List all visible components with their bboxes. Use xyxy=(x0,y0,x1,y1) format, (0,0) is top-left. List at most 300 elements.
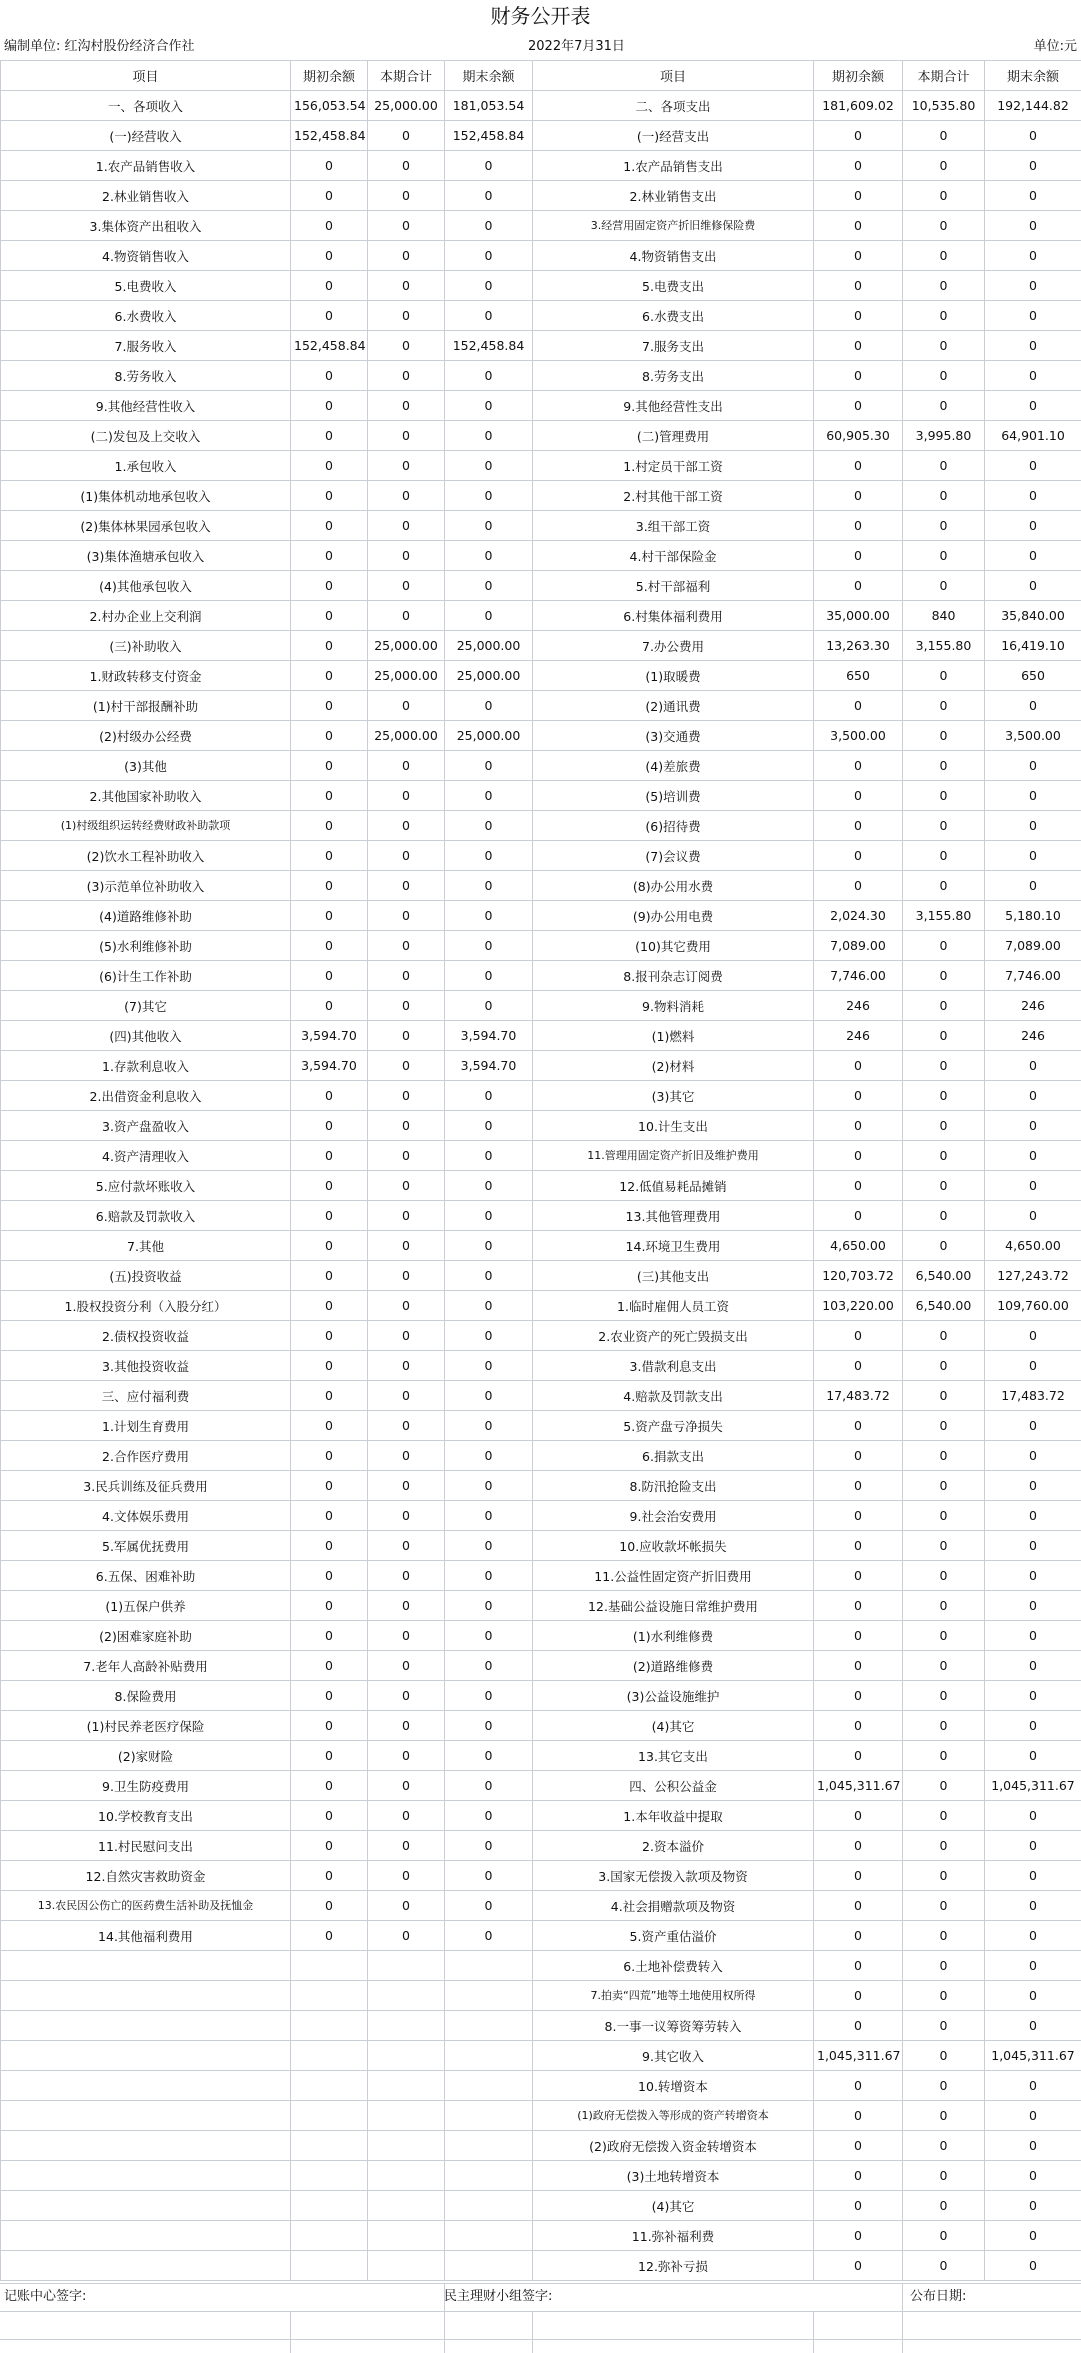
income-closing-balance: 0 xyxy=(445,241,533,271)
income-item: (一)经营收入 xyxy=(1,121,291,151)
income-item xyxy=(1,1981,291,2011)
expense-closing-balance: 0 xyxy=(985,1051,1081,1081)
expense-period-total: 0 xyxy=(903,991,985,1021)
expense-opening-balance: 0 xyxy=(814,151,903,181)
compiling-unit: 编制单位: 红沟村股份经济合作社 xyxy=(4,39,195,54)
income-period-total: 0 xyxy=(368,1801,445,1831)
table-row xyxy=(1,1291,1081,1321)
income-opening-balance: 0 xyxy=(291,511,368,541)
expense-item: 8.报刊杂志订阅费 xyxy=(533,961,814,991)
income-period-total: 0 xyxy=(368,1081,445,1111)
income-opening-balance: 0 xyxy=(291,1261,368,1291)
income-opening-balance: 0 xyxy=(291,1381,368,1411)
expense-opening-balance: 0 xyxy=(814,361,903,391)
income-period-total: 0 xyxy=(368,301,445,331)
income-period-total: 0 xyxy=(368,481,445,511)
income-opening-balance xyxy=(291,2011,368,2041)
table-row xyxy=(1,2131,1081,2161)
expense-closing-balance: 0 xyxy=(985,571,1081,601)
income-item: (1)集体机动地承包收入 xyxy=(1,481,291,511)
expense-item: 5.电费支出 xyxy=(533,271,814,301)
expense-item: (2)材料 xyxy=(533,1051,814,1081)
income-period-total xyxy=(368,2191,445,2221)
expense-period-total: 0 xyxy=(903,1201,985,1231)
income-opening-balance: 0 xyxy=(291,721,368,751)
expense-closing-balance: 0 xyxy=(985,1861,1081,1891)
income-period-total: 0 xyxy=(368,1861,445,1891)
income-closing-balance: 181,053.54 xyxy=(445,91,533,121)
income-period-total: 0 xyxy=(368,841,445,871)
expense-opening-balance: 0 xyxy=(814,2251,903,2281)
expense-closing-balance: 0 xyxy=(985,1711,1081,1741)
expense-closing-balance: 1,045,311.67 xyxy=(985,1771,1081,1801)
expense-closing-balance: 0 xyxy=(985,1831,1081,1861)
table-row xyxy=(1,2041,1081,2071)
currency-unit: 单位:元 xyxy=(1033,39,1077,54)
income-opening-balance: 0 xyxy=(291,241,368,271)
table-row xyxy=(1,1261,1081,1291)
income-item: (二)发包及上交收入 xyxy=(1,421,291,451)
income-opening-balance: 0 xyxy=(291,541,368,571)
income-closing-balance: 152,458.84 xyxy=(445,331,533,361)
table-row xyxy=(1,331,1081,361)
income-opening-balance xyxy=(291,2161,368,2191)
table-row xyxy=(1,301,1081,331)
income-item: 6.水费收入 xyxy=(1,301,291,331)
income-period-total: 0 xyxy=(368,1681,445,1711)
income-period-total: 0 xyxy=(368,511,445,541)
expense-item: 二、各项支出 xyxy=(533,91,814,121)
income-opening-balance: 0 xyxy=(291,1801,368,1831)
expense-item: 12.弥补亏损 xyxy=(533,2251,814,2281)
expense-period-total: 0 xyxy=(903,151,985,181)
expense-item: (1)水利维修费 xyxy=(533,1621,814,1651)
table-row xyxy=(1,1831,1081,1861)
expense-closing-balance: 650 xyxy=(985,661,1081,691)
income-period-total: 0 xyxy=(368,1231,445,1261)
income-period-total xyxy=(368,2101,445,2131)
income-closing-balance: 0 xyxy=(445,1261,533,1291)
expense-closing-balance: 0 xyxy=(985,1471,1081,1501)
expense-item: 1.本年收益中提取 xyxy=(533,1801,814,1831)
expense-closing-balance: 0 xyxy=(985,1741,1081,1771)
expense-closing-balance: 0 xyxy=(985,1351,1081,1381)
income-item: 2.债权投资收益 xyxy=(1,1321,291,1351)
income-closing-balance: 0 xyxy=(445,481,533,511)
income-period-total xyxy=(368,2071,445,2101)
income-item: (1)村民养老医疗保险 xyxy=(1,1711,291,1741)
income-period-total: 0 xyxy=(368,1831,445,1861)
income-period-total: 0 xyxy=(368,1141,445,1171)
income-item xyxy=(1,2251,291,2281)
expense-closing-balance: 0 xyxy=(985,811,1081,841)
income-item: 5.电费收入 xyxy=(1,271,291,301)
income-closing-balance: 152,458.84 xyxy=(445,121,533,151)
expense-item: (1)取暖费 xyxy=(533,661,814,691)
income-period-total: 0 xyxy=(368,391,445,421)
expense-item: (3)公益设施维护 xyxy=(533,1681,814,1711)
expense-period-total: 0 xyxy=(903,331,985,361)
table-row xyxy=(1,1651,1081,1681)
column-header: 项目 xyxy=(1,61,291,91)
income-item: 14.其他福利费用 xyxy=(1,1921,291,1951)
income-item: (4)道路维修补助 xyxy=(1,901,291,931)
income-item: 1.财政转移支付资金 xyxy=(1,661,291,691)
expense-opening-balance: 103,220.00 xyxy=(814,1291,903,1321)
income-closing-balance: 0 xyxy=(445,751,533,781)
expense-closing-balance: 0 xyxy=(985,2101,1081,2131)
expense-period-total: 0 xyxy=(903,451,985,481)
income-period-total: 0 xyxy=(368,1171,445,1201)
expense-opening-balance: 0 xyxy=(814,2011,903,2041)
expense-opening-balance: 7,089.00 xyxy=(814,931,903,961)
expense-item: 12.基础公益设施日常维护费用 xyxy=(533,1591,814,1621)
expense-period-total: 0 xyxy=(903,1141,985,1171)
income-opening-balance: 0 xyxy=(291,1711,368,1741)
expense-opening-balance: 0 xyxy=(814,781,903,811)
income-period-total: 0 xyxy=(368,601,445,631)
expense-item: 11.弥补福利费 xyxy=(533,2221,814,2251)
income-period-total: 0 xyxy=(368,1021,445,1051)
income-opening-balance: 0 xyxy=(291,1861,368,1891)
expense-opening-balance: 181,609.02 xyxy=(814,91,903,121)
table-row xyxy=(1,811,1081,841)
table-row xyxy=(1,181,1081,211)
table-row xyxy=(1,1351,1081,1381)
income-opening-balance: 0 xyxy=(291,991,368,1021)
income-opening-balance: 0 xyxy=(291,1741,368,1771)
income-item: 6.赔款及罚款收入 xyxy=(1,1201,291,1231)
income-item: 4.物资销售收入 xyxy=(1,241,291,271)
report-title: 财务公开表 xyxy=(490,4,591,28)
income-item: 3.民兵训练及征兵费用 xyxy=(1,1471,291,1501)
expense-item: (4)差旅费 xyxy=(533,751,814,781)
expense-closing-balance: 0 xyxy=(985,871,1081,901)
expense-item: (4)其它 xyxy=(533,2191,814,2221)
income-item: 2.村办企业上交利润 xyxy=(1,601,291,631)
expense-period-total: 0 xyxy=(903,691,985,721)
expense-opening-balance: 0 xyxy=(814,1531,903,1561)
income-item: (3)集体渔塘承包收入 xyxy=(1,541,291,571)
expense-opening-balance: 0 xyxy=(814,511,903,541)
expense-period-total: 0 xyxy=(903,1351,985,1381)
income-closing-balance: 0 xyxy=(445,1861,533,1891)
expense-opening-balance: 0 xyxy=(814,751,903,781)
income-item: 5.应付款坏账收入 xyxy=(1,1171,291,1201)
expense-opening-balance: 13,263.30 xyxy=(814,631,903,661)
expense-opening-balance: 246 xyxy=(814,991,903,1021)
income-period-total: 0 xyxy=(368,181,445,211)
expense-opening-balance: 0 xyxy=(814,331,903,361)
expense-period-total: 0 xyxy=(903,931,985,961)
income-closing-balance: 0 xyxy=(445,1231,533,1261)
expense-opening-balance: 0 xyxy=(814,1651,903,1681)
expense-period-total: 0 xyxy=(903,241,985,271)
expense-period-total: 0 xyxy=(903,1381,985,1411)
income-item: 11.村民慰问支出 xyxy=(1,1831,291,1861)
expense-item: 7.拍卖“四荒”地等土地使用权所得 xyxy=(533,1981,814,2011)
expense-opening-balance: 0 xyxy=(814,571,903,601)
income-period-total: 0 xyxy=(368,781,445,811)
income-opening-balance: 3,594.70 xyxy=(291,1051,368,1081)
expense-item: (1)燃料 xyxy=(533,1021,814,1051)
expense-closing-balance: 0 xyxy=(985,271,1081,301)
income-opening-balance: 0 xyxy=(291,961,368,991)
income-opening-balance: 152,458.84 xyxy=(291,331,368,361)
income-opening-balance: 0 xyxy=(291,391,368,421)
expense-period-total: 0 xyxy=(903,301,985,331)
income-closing-balance: 0 xyxy=(445,1831,533,1861)
income-closing-balance: 0 xyxy=(445,511,533,541)
table-row xyxy=(1,2191,1081,2221)
expense-closing-balance: 0 xyxy=(985,481,1081,511)
income-period-total xyxy=(368,1951,445,1981)
expense-item: 9.其他经营性支出 xyxy=(533,391,814,421)
income-opening-balance: 0 xyxy=(291,421,368,451)
income-period-total: 0 xyxy=(368,811,445,841)
expense-item: 9.社会治安费用 xyxy=(533,1501,814,1531)
table-row xyxy=(1,481,1081,511)
income-item xyxy=(1,2221,291,2251)
expense-period-total: 0 xyxy=(903,1231,985,1261)
expense-item: 3.经营用固定资产折旧维修保险费 xyxy=(533,211,814,241)
income-item: 7.其他 xyxy=(1,1231,291,1261)
expense-opening-balance: 0 xyxy=(814,1051,903,1081)
income-opening-balance: 0 xyxy=(291,151,368,181)
expense-opening-balance: 0 xyxy=(814,1201,903,1231)
income-opening-balance: 0 xyxy=(291,481,368,511)
expense-closing-balance: 0 xyxy=(985,2131,1081,2161)
expense-opening-balance: 0 xyxy=(814,1471,903,1501)
expense-item: 4.物资销售支出 xyxy=(533,241,814,271)
income-item: (2)村级办公经费 xyxy=(1,721,291,751)
expense-opening-balance: 0 xyxy=(814,1621,903,1651)
expense-item: 3.国家无偿拨入款项及物资 xyxy=(533,1861,814,1891)
expense-period-total: 0 xyxy=(903,1081,985,1111)
income-period-total: 0 xyxy=(368,1201,445,1231)
accounting-center-signature: 记账中心签字: xyxy=(4,2289,87,2304)
table-row xyxy=(1,991,1081,1021)
income-period-total: 0 xyxy=(368,1621,445,1651)
expense-item: 4.赔款及罚款支出 xyxy=(533,1381,814,1411)
expense-opening-balance: 0 xyxy=(814,211,903,241)
expense-period-total: 0 xyxy=(903,2041,985,2071)
income-period-total: 0 xyxy=(368,571,445,601)
expense-closing-balance: 0 xyxy=(985,1411,1081,1441)
income-opening-balance: 0 xyxy=(291,271,368,301)
expense-opening-balance: 0 xyxy=(814,1351,903,1381)
expense-closing-balance: 0 xyxy=(985,1201,1081,1231)
expense-period-total: 0 xyxy=(903,1921,985,1951)
income-item: 5.军属优抚费用 xyxy=(1,1531,291,1561)
expense-period-total: 0 xyxy=(903,1621,985,1651)
income-period-total: 0 xyxy=(368,1291,445,1321)
expense-period-total: 0 xyxy=(903,781,985,811)
income-period-total: 25,000.00 xyxy=(368,631,445,661)
expense-opening-balance: 0 xyxy=(814,1831,903,1861)
expense-period-total: 0 xyxy=(903,1711,985,1741)
expense-period-total: 0 xyxy=(903,181,985,211)
expense-closing-balance: 0 xyxy=(985,751,1081,781)
expense-period-total: 0 xyxy=(903,481,985,511)
income-period-total: 0 xyxy=(368,1441,445,1471)
expense-item: (9)办公用电费 xyxy=(533,901,814,931)
table-row xyxy=(1,451,1081,481)
expense-closing-balance: 0 xyxy=(985,2191,1081,2221)
income-period-total: 0 xyxy=(368,331,445,361)
expense-item: 四、公积公益金 xyxy=(533,1771,814,1801)
income-closing-balance: 0 xyxy=(445,1681,533,1711)
income-opening-balance: 0 xyxy=(291,1141,368,1171)
income-period-total: 0 xyxy=(368,1531,445,1561)
table-row xyxy=(1,121,1081,151)
expense-closing-balance: 35,840.00 xyxy=(985,601,1081,631)
income-closing-balance: 0 xyxy=(445,1471,533,1501)
expense-period-total: 3,155.80 xyxy=(903,631,985,661)
income-closing-balance: 0 xyxy=(445,1201,533,1231)
income-period-total: 0 xyxy=(368,751,445,781)
income-closing-balance: 0 xyxy=(445,1411,533,1441)
expense-period-total: 0 xyxy=(903,1441,985,1471)
header-row xyxy=(1,61,1081,91)
expense-opening-balance: 0 xyxy=(814,301,903,331)
table-row xyxy=(1,931,1081,961)
expense-period-total: 0 xyxy=(903,2221,985,2251)
expense-item: 5.资产重估溢价 xyxy=(533,1921,814,1951)
income-opening-balance: 156,053.54 xyxy=(291,91,368,121)
income-closing-balance: 0 xyxy=(445,1921,533,1951)
expense-item: (一)经营支出 xyxy=(533,121,814,151)
column-header: 期末余额 xyxy=(985,61,1081,91)
expense-opening-balance: 0 xyxy=(814,811,903,841)
income-period-total xyxy=(368,2161,445,2191)
expense-period-total: 0 xyxy=(903,1651,985,1681)
income-period-total: 0 xyxy=(368,931,445,961)
income-closing-balance: 0 xyxy=(445,1321,533,1351)
income-opening-balance: 0 xyxy=(291,1681,368,1711)
expense-closing-balance: 0 xyxy=(985,331,1081,361)
income-opening-balance: 3,594.70 xyxy=(291,1021,368,1051)
income-period-total: 0 xyxy=(368,1711,445,1741)
income-closing-balance: 0 xyxy=(445,1561,533,1591)
income-item: 4.资产清理收入 xyxy=(1,1141,291,1171)
income-closing-balance: 0 xyxy=(445,271,533,301)
income-period-total: 0 xyxy=(368,421,445,451)
income-item: (1)村级组织运转经费财政补助款项 xyxy=(1,811,291,841)
income-period-total: 0 xyxy=(368,1261,445,1291)
expense-period-total: 0 xyxy=(903,2101,985,2131)
expense-closing-balance: 5,180.10 xyxy=(985,901,1081,931)
income-opening-balance: 0 xyxy=(291,751,368,781)
expense-period-total: 0 xyxy=(903,661,985,691)
expense-period-total: 0 xyxy=(903,121,985,151)
income-period-total xyxy=(368,2221,445,2251)
expense-period-total: 0 xyxy=(903,1891,985,1921)
expense-period-total: 0 xyxy=(903,1981,985,2011)
income-period-total: 0 xyxy=(368,1651,445,1681)
income-opening-balance xyxy=(291,1951,368,1981)
table-row xyxy=(1,1201,1081,1231)
income-item: (7)其它 xyxy=(1,991,291,1021)
income-opening-balance: 0 xyxy=(291,1531,368,1561)
income-opening-balance: 0 xyxy=(291,811,368,841)
income-closing-balance: 0 xyxy=(445,931,533,961)
expense-period-total: 0 xyxy=(903,541,985,571)
table-row xyxy=(1,1711,1081,1741)
expense-opening-balance: 0 xyxy=(814,1801,903,1831)
expense-period-total: 0 xyxy=(903,811,985,841)
table-row xyxy=(1,391,1081,421)
table-row xyxy=(1,721,1081,751)
expense-item: 10.转增资本 xyxy=(533,2071,814,2101)
expense-opening-balance: 0 xyxy=(814,871,903,901)
expense-period-total: 3,155.80 xyxy=(903,901,985,931)
income-opening-balance: 0 xyxy=(291,1891,368,1921)
income-period-total: 0 xyxy=(368,1591,445,1621)
income-closing-balance: 25,000.00 xyxy=(445,721,533,751)
expense-opening-balance: 0 xyxy=(814,1081,903,1111)
expense-period-total: 0 xyxy=(903,871,985,901)
income-item: 13.农民因公伤亡的医药费生活补助及抚恤金 xyxy=(1,1891,291,1921)
income-opening-balance xyxy=(291,2131,368,2161)
expense-opening-balance: 4,650.00 xyxy=(814,1231,903,1261)
income-closing-balance xyxy=(445,1951,533,1981)
expense-closing-balance: 0 xyxy=(985,2161,1081,2191)
expense-period-total: 0 xyxy=(903,1861,985,1891)
expense-opening-balance: 0 xyxy=(814,2161,903,2191)
table-row xyxy=(1,1111,1081,1141)
expense-opening-balance: 3,500.00 xyxy=(814,721,903,751)
income-opening-balance: 0 xyxy=(291,1321,368,1351)
expense-item: 14.环境卫生费用 xyxy=(533,1231,814,1261)
income-closing-balance: 0 xyxy=(445,1771,533,1801)
expense-closing-balance: 0 xyxy=(985,181,1081,211)
income-item: (四)其他收入 xyxy=(1,1021,291,1051)
grid-line xyxy=(902,2283,903,2353)
income-item: 1.承包收入 xyxy=(1,451,291,481)
income-closing-balance: 0 xyxy=(445,901,533,931)
income-closing-balance xyxy=(445,1981,533,2011)
expense-opening-balance: 0 xyxy=(814,1981,903,2011)
expense-period-total: 0 xyxy=(903,961,985,991)
expense-item: (2)通讯费 xyxy=(533,691,814,721)
income-period-total: 0 xyxy=(368,1561,445,1591)
expense-closing-balance: 0 xyxy=(985,1111,1081,1141)
report-date: 2022年7月31日 xyxy=(528,39,625,54)
expense-item: (4)其它 xyxy=(533,1711,814,1741)
expense-opening-balance: 0 xyxy=(814,1141,903,1171)
income-item: (2)家财险 xyxy=(1,1741,291,1771)
table-row xyxy=(1,2011,1081,2041)
income-item: 7.老年人高龄补贴费用 xyxy=(1,1651,291,1681)
income-closing-balance: 0 xyxy=(445,1741,533,1771)
income-closing-balance: 0 xyxy=(445,1891,533,1921)
income-item: (2)困难家庭补助 xyxy=(1,1621,291,1651)
column-header: 期末余额 xyxy=(445,61,533,91)
expense-period-total: 0 xyxy=(903,1321,985,1351)
column-header: 期初余额 xyxy=(814,61,903,91)
expense-opening-balance: 0 xyxy=(814,481,903,511)
expense-closing-balance: 7,089.00 xyxy=(985,931,1081,961)
expense-opening-balance: 0 xyxy=(814,2191,903,2221)
table-row xyxy=(1,1021,1081,1051)
expense-opening-balance: 650 xyxy=(814,661,903,691)
income-item xyxy=(1,2131,291,2161)
income-closing-balance: 0 xyxy=(445,1621,533,1651)
expense-closing-balance: 0 xyxy=(985,2251,1081,2281)
income-period-total: 25,000.00 xyxy=(368,91,445,121)
table-row xyxy=(1,1741,1081,1771)
